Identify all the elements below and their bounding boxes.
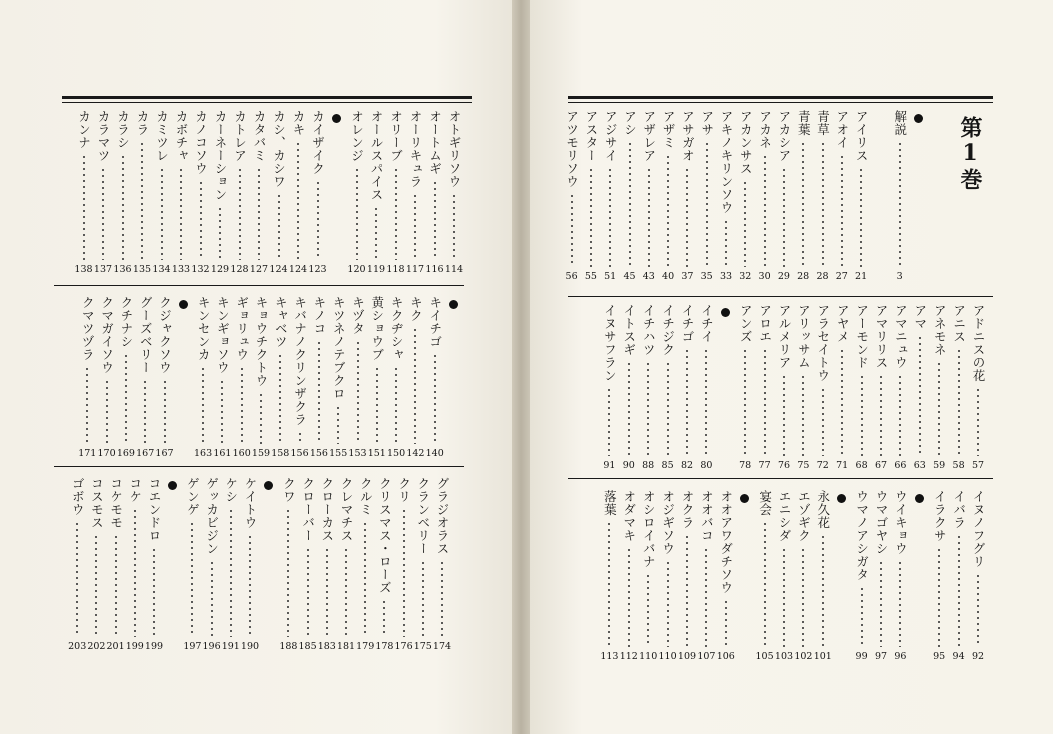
toc-entry-label: イチゴ	[680, 304, 695, 343]
toc-entry-page-number: 32	[739, 271, 752, 282]
toc-entry-label: オトギリソウ	[447, 110, 462, 188]
section-divider-left-1	[54, 285, 464, 286]
toc-entry-page-number: 120	[347, 264, 366, 275]
toc-entry-label: アネモネ	[932, 304, 948, 356]
toc-entry-page-number: 117	[405, 264, 425, 275]
toc-entry-page-number: 124	[269, 264, 288, 275]
toc-entry-page-number: 63	[913, 460, 926, 471]
toc-entry-label: 解説	[892, 110, 908, 136]
toc-entry-label: オーリキュラ	[408, 110, 423, 188]
toc-entry-label: カミツレ	[154, 110, 170, 162]
toc-entry-page-number: 97	[874, 651, 888, 662]
toc-entry-label: アサ	[699, 110, 715, 136]
toc-entry-page-number: 199	[144, 641, 164, 652]
toc-entry-label: グーズベリー	[138, 296, 154, 374]
toc-entry-label: カタバミ	[252, 110, 267, 162]
toc-entry-page-number: 167	[155, 448, 174, 459]
toc-entry-page-number: 150	[387, 448, 406, 459]
toc-entry-page-number: 128	[230, 264, 249, 275]
toc-entry-page-number: 199	[125, 641, 144, 652]
toc-entry-label: オレンジ	[349, 110, 365, 162]
toc-entry-page-number: 88	[642, 460, 655, 471]
toc-entry-page-number: 67	[874, 460, 888, 471]
toc-entry-page-number: 156	[309, 448, 328, 459]
toc-entry-label: カボチャ	[174, 110, 189, 162]
toc-entry-label: キバナノクリンザクラ	[292, 296, 308, 426]
toc-entry-label: クマガイソウ	[99, 296, 115, 374]
toc-entry-page-number: 103	[774, 651, 794, 662]
toc-entry-page-number: 82	[680, 460, 694, 471]
toc-entry-page-number: 51	[604, 271, 617, 282]
toc-entry-label: アキノキリンソウ	[719, 110, 734, 214]
toc-entry-label: ゴボウ	[70, 477, 86, 516]
toc-entry-page-number: 3	[896, 271, 903, 282]
toc-entry-label: 落葉	[602, 490, 618, 516]
toc-entry-page-number: 124	[288, 264, 308, 275]
toc-entry-page-number: 197	[183, 641, 202, 652]
toc-entry-label: コケモモ	[108, 477, 124, 529]
toc-entry-label: クローカス	[319, 477, 335, 542]
toc-entry-label: ゲンゲ	[185, 477, 201, 516]
toc-entry-label: エゾギク	[796, 490, 812, 542]
toc-entry-label: キンセンカ	[196, 296, 212, 361]
toc-entry-label: クチナシ	[118, 296, 134, 348]
toc-entry-label: ゲッカビジン	[204, 477, 220, 555]
toc-entry-label: オジギソウ	[660, 490, 676, 555]
toc-entry-page-number: 80	[700, 460, 713, 471]
toc-entry-label: オオバコ	[699, 490, 715, 542]
toc-entry-page-number: 110	[639, 651, 658, 662]
toc-entry-page-number: 132	[191, 264, 210, 275]
toc-entry-page-number: 136	[113, 264, 132, 275]
toc-entry-page-number: 133	[171, 264, 191, 275]
toc-entry-page-number: 156	[290, 448, 309, 459]
toc-entry-label: アロエ	[757, 304, 773, 343]
toc-entry-label: ウイキョウ	[893, 490, 909, 555]
toc-entry-label: アーモンド	[854, 304, 870, 369]
right-page	[530, 0, 1053, 734]
toc-entry-page-number: 37	[681, 271, 694, 282]
toc-entry-page-number: 174	[432, 641, 452, 652]
toc-entry-page-number: 40	[662, 271, 675, 282]
toc-entry-page-number: 188	[279, 641, 298, 652]
toc-entry-label: イチジク	[660, 304, 676, 356]
toc-entry-label: カキ	[291, 110, 306, 136]
toc-entry-page-number: 105	[755, 651, 774, 662]
toc-entry-label: アツモリソウ	[564, 110, 580, 188]
toc-entry-page-number: 96	[894, 651, 907, 662]
toc-entry-label: アヤメ	[835, 304, 851, 343]
toc-entry-label: ケシ	[223, 477, 239, 503]
top-double-rule-left-thin	[62, 102, 472, 103]
toc-entry-page-number: 203	[68, 641, 87, 652]
toc-entry-label: キヅタ	[350, 296, 366, 335]
toc-entry-page-number: 196	[202, 641, 221, 652]
toc-entry-page-number: 138	[74, 264, 93, 275]
toc-entry-page-number: 33	[719, 271, 733, 282]
toc-entry-label: クリ	[396, 477, 412, 503]
toc-entry-page-number: 35	[700, 271, 713, 282]
toc-entry-page-number: 127	[249, 264, 269, 275]
toc-entry-page-number: 55	[584, 271, 597, 282]
toc-entry-page-number: 119	[366, 264, 386, 275]
toc-entry-page-number: 72	[816, 460, 829, 471]
toc-entry-label: アラセイトウ	[815, 304, 831, 382]
toc-entry-page-number: 153	[348, 448, 367, 459]
toc-entry-page-number: 183	[317, 641, 336, 652]
toc-entry-page-number: 75	[797, 460, 810, 471]
toc-entry-label: イヌノフグリ	[971, 490, 986, 568]
toc-entry-label: クマツヅラ	[80, 296, 96, 361]
toc-entry-page-number: 159	[251, 448, 271, 459]
toc-entry-page-number: 135	[132, 264, 152, 275]
toc-entry-label: キャベツ	[273, 296, 289, 348]
toc-entry-label: アンズ	[738, 304, 754, 343]
toc-entry-label: オートムギ	[427, 110, 443, 175]
toc-entry-page-number: 155	[329, 448, 348, 459]
toc-entry-page-number: 163	[194, 448, 213, 459]
toc-entry-page-number: 95	[933, 651, 946, 662]
toc-entry-page-number: 77	[758, 460, 771, 471]
toc-entry-page-number: 114	[444, 264, 464, 275]
toc-entry-page-number: 116	[425, 264, 444, 275]
toc-entry-page-number: 59	[933, 460, 946, 471]
toc-entry-label: アサガオ	[680, 110, 696, 162]
toc-entry-page-number: 169	[116, 448, 135, 459]
toc-entry-page-number: 137	[93, 264, 113, 275]
toc-entry-label: アドニスの花	[971, 304, 986, 382]
toc-entry-label: オシロイバナ	[641, 490, 657, 568]
toc-entry-page-number: 160	[232, 448, 251, 459]
toc-entry-label: イヌサフラン	[602, 304, 618, 382]
top-double-rule-right-thin	[568, 102, 993, 103]
toc-entry-page-number: 66	[894, 460, 907, 471]
toc-entry-page-number: 43	[642, 271, 655, 282]
toc-entry-page-number: 181	[336, 641, 356, 652]
toc-entry-label: ケイトウ	[243, 477, 258, 529]
toc-entry-page-number: 190	[240, 641, 260, 652]
toc-entry-label: イトスギ	[621, 304, 637, 356]
toc-entry-label: カトレア	[232, 110, 248, 162]
toc-entry-page-number: 27	[835, 271, 848, 282]
toc-entry-label: アカネ	[757, 110, 773, 149]
toc-entry-label: 宴会	[757, 490, 773, 516]
toc-entry-page-number: 167	[136, 448, 155, 459]
toc-entry-page-number: 29	[777, 271, 790, 282]
toc-entry-label: アザミ	[661, 110, 677, 149]
toc-entry-label: キノコ	[311, 296, 327, 335]
toc-entry-label: イチハツ	[641, 304, 657, 356]
toc-entry-label: カシ、カシワ	[271, 110, 287, 188]
toc-entry-label: アカシア	[776, 110, 792, 162]
toc-entry-page-number: 176	[394, 641, 413, 652]
toc-entry-page-number: 99	[855, 651, 868, 662]
toc-entry-label: アオイ	[834, 110, 850, 149]
toc-entry-label: クワ	[281, 477, 297, 503]
toc-entry-label: コケ	[127, 477, 143, 503]
toc-entry-page-number: 57	[971, 460, 985, 471]
toc-entry-label: オクラ	[680, 490, 695, 529]
toc-entry-label: 青葉	[796, 110, 812, 136]
toc-entry-label: アザレア	[641, 110, 657, 162]
toc-entry-page-number: 179	[356, 641, 375, 652]
section-divider-right-1	[568, 296, 993, 297]
toc-entry-page-number: 202	[87, 641, 106, 652]
toc-entry-page-number: 123	[308, 264, 327, 275]
toc-entry-label: キツネノテブクロ	[331, 296, 347, 400]
toc-entry-page-number: 76	[777, 460, 791, 471]
book-gutter	[512, 0, 530, 734]
toc-entry-label: アニス	[951, 304, 967, 343]
toc-entry-label: アリッサム	[796, 304, 812, 369]
toc-entry-page-number: 85	[661, 460, 674, 471]
toc-entry-page-number: 170	[97, 448, 116, 459]
toc-entry-label: クリスマス・ローズ	[377, 477, 393, 594]
toc-entry-label: カラシ	[115, 110, 131, 149]
toc-entry-page-number: 129	[210, 264, 230, 275]
toc-entry-page-number: 101	[813, 651, 832, 662]
toc-entry-page-number: 92	[971, 651, 985, 662]
toc-entry-page-number: 68	[855, 460, 868, 471]
toc-entry-label: アスター	[583, 110, 599, 162]
toc-entry-label: 青草	[815, 110, 831, 136]
toc-entry-page-number: 109	[677, 651, 697, 662]
left-page	[0, 0, 512, 734]
toc-entry-label: クジャクソウ	[157, 296, 173, 374]
toc-entry-label: カイザイク	[310, 110, 326, 175]
toc-entry-page-number: 107	[697, 651, 716, 662]
toc-entry-page-number: 106	[716, 651, 735, 662]
toc-entry-page-number: 28	[816, 271, 829, 282]
toc-entry-label: アジサイ	[603, 110, 619, 162]
toc-entry-page-number: 56	[565, 271, 578, 282]
toc-entry-label: クローバー	[300, 477, 316, 542]
toc-entry-page-number: 30	[758, 271, 771, 282]
toc-entry-label: ウマノアシガタ	[854, 490, 870, 581]
toc-entry-page-number: 140	[425, 448, 444, 459]
toc-entry-label: キョウチクトウ	[254, 296, 269, 387]
toc-entry-page-number: 28	[797, 271, 810, 282]
toc-entry-page-number: 58	[952, 460, 965, 471]
toc-entry-page-number: 78	[739, 460, 752, 471]
section-divider-left-2	[54, 466, 464, 467]
toc-entry-label: キク	[408, 296, 424, 322]
volume-title: 第1巻	[957, 116, 983, 192]
toc-entry-label: コエンドロ	[147, 477, 162, 542]
toc-entry-label: ギョリュウ	[234, 296, 250, 361]
toc-entry-label: コスモス	[89, 477, 105, 529]
toc-entry-label: イラクサ	[932, 490, 948, 542]
toc-entry-label: アルメリア	[777, 304, 792, 369]
toc-entry-label: 黄ショウブ	[369, 296, 385, 361]
toc-entry-label: キンギョソウ	[215, 296, 231, 374]
toc-entry-label: 永久花	[815, 490, 831, 529]
toc-entry-label: キクヂシャ	[389, 296, 405, 361]
toc-entry-label: オオアワダチソウ	[718, 490, 734, 594]
toc-entry-page-number: 142	[406, 448, 425, 459]
toc-entry-page-number: 90	[622, 460, 635, 471]
toc-entry-label: カラ	[135, 110, 150, 136]
toc-entry-page-number: 94	[952, 651, 965, 662]
toc-entry-label: オールスパイス	[369, 110, 384, 201]
toc-entry-page-number: 171	[78, 448, 97, 459]
toc-entry-label: イバラ	[951, 490, 967, 529]
toc-entry-label: クルミ	[358, 477, 374, 516]
toc-entry-label: グラジオラス	[435, 477, 450, 555]
toc-entry-page-number: 110	[658, 651, 677, 662]
toc-entry-page-number: 102	[794, 651, 813, 662]
toc-entry-label: カラマツ	[96, 110, 111, 162]
toc-entry-page-number: 134	[152, 264, 171, 275]
toc-entry-label: カンナ	[76, 110, 92, 149]
toc-entry-label: カーネーション	[213, 110, 228, 201]
toc-entry-label: オリーブ	[388, 110, 404, 162]
toc-entry-page-number: 158	[271, 448, 290, 459]
toc-entry-label: イチイ	[699, 304, 715, 343]
toc-entry-page-number: 71	[836, 460, 849, 471]
toc-entry-label: アマリリス	[874, 304, 889, 369]
toc-entry-label: アマニュウ	[893, 304, 909, 369]
toc-entry-page-number: 161	[213, 448, 232, 459]
toc-entry-page-number: 91	[603, 460, 616, 471]
toc-entry-label: カノコソウ	[193, 110, 209, 175]
toc-entry-page-number: 151	[367, 448, 386, 459]
toc-entry-label: エニシダ	[777, 490, 792, 542]
toc-entry-label: アカンサス	[738, 110, 754, 175]
toc-entry-label: オダマキ	[621, 490, 637, 542]
toc-entry-page-number: 113	[600, 651, 619, 662]
toc-entry-label: キイチゴ	[427, 296, 443, 348]
toc-entry-label: ウマゴヤシ	[874, 490, 889, 555]
top-double-rule-left	[62, 96, 472, 99]
toc-entry-page-number: 201	[106, 641, 125, 652]
toc-entry-page-number: 178	[375, 641, 394, 652]
toc-entry-page-number: 175	[413, 641, 432, 652]
toc-entry-page-number: 185	[298, 641, 317, 652]
toc-entry-label: アマ	[912, 304, 928, 330]
toc-entry-label: クランベリー	[415, 477, 431, 555]
toc-entry-label: アシ	[622, 110, 638, 136]
toc-entry-page-number: 21	[855, 271, 868, 282]
toc-entry-page-number: 112	[619, 651, 638, 662]
section-divider-right-2	[568, 478, 993, 479]
toc-entry-page-number: 191	[221, 641, 240, 652]
top-double-rule-right	[568, 96, 993, 99]
toc-entry-page-number: 118	[386, 264, 405, 275]
toc-entry-label: アイリス	[854, 110, 870, 162]
toc-entry-page-number: 45	[623, 271, 636, 282]
toc-entry-label: クレマチス	[339, 477, 354, 542]
